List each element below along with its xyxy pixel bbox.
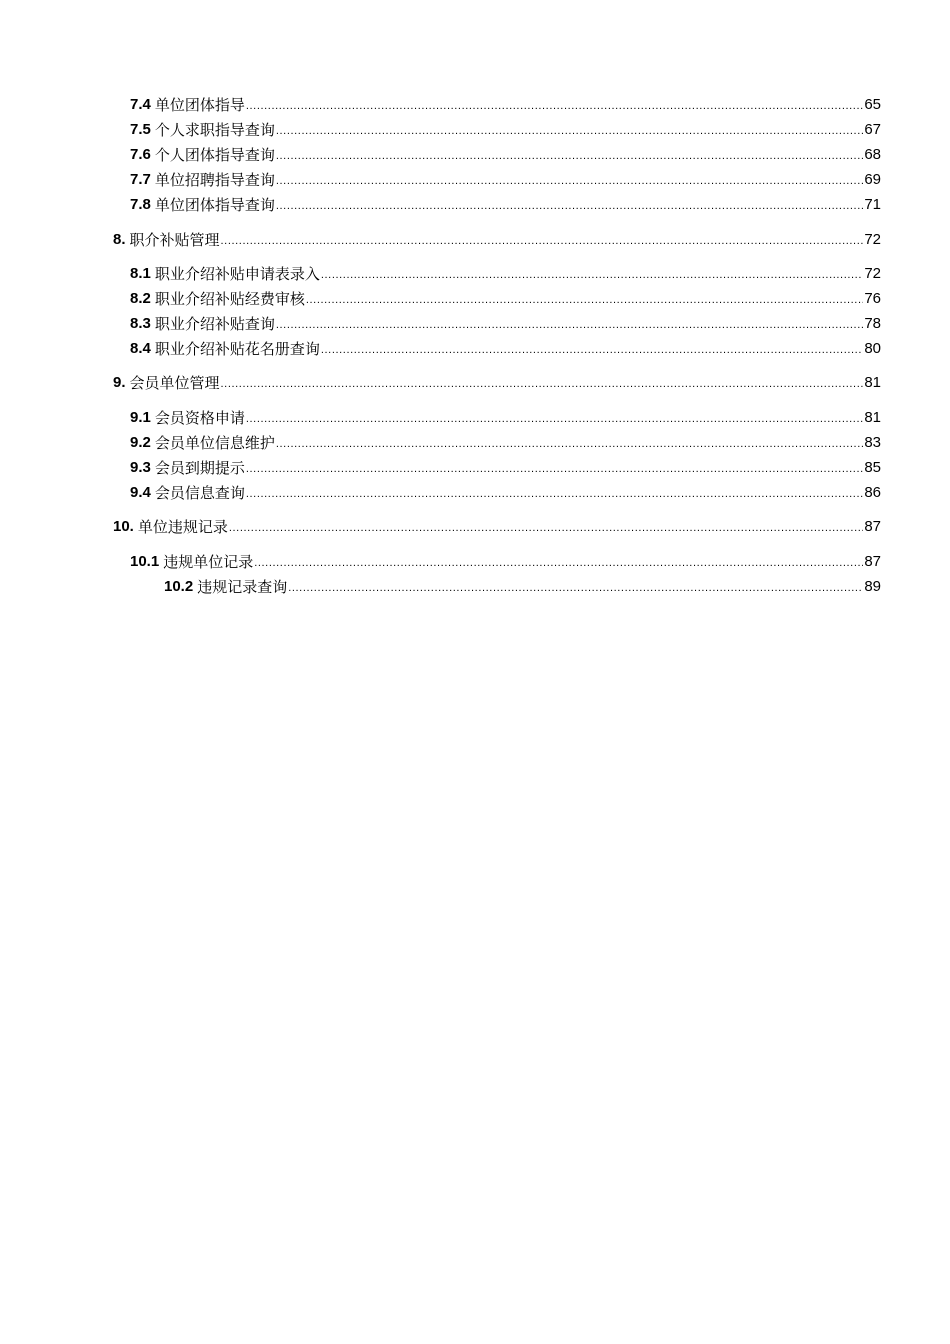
toc-entry[interactable] xyxy=(130,552,881,572)
toc-entry-title: 单位团体指导查询 xyxy=(154,196,275,214)
toc-entry-page: 78 xyxy=(864,315,881,332)
toc-entry[interactable] xyxy=(164,577,881,597)
toc-entry-title: 个人团体指导查询 xyxy=(154,146,275,164)
toc-entry-title: 会员到期提示 xyxy=(154,459,245,477)
toc-dot-leader xyxy=(246,458,863,478)
toc-entry-page: 85 xyxy=(864,459,881,476)
toc-entry-number: 8.4 xyxy=(130,340,151,357)
toc-entry-title: 会员单位管理 xyxy=(129,374,220,392)
toc-entry-number: 10.2 xyxy=(164,578,194,595)
toc-entry-number: 9.1 xyxy=(130,409,151,426)
toc-entry-number: 9.2 xyxy=(130,434,151,451)
toc-entry[interactable] xyxy=(130,145,881,165)
toc-dot-leader xyxy=(229,517,863,537)
toc-entry-page: 76 xyxy=(864,290,881,307)
toc-entry-number: 9.4 xyxy=(130,484,151,501)
toc-entry-title: 违规记录查询 xyxy=(197,578,288,596)
toc-entry-title: 单位团体指导 xyxy=(154,96,245,114)
toc-entry[interactable] xyxy=(130,264,881,284)
toc-entry-title: 职业介绍补贴申请表录入 xyxy=(154,265,320,283)
toc-entry-page: 86 xyxy=(864,484,881,501)
toc-entry-page: 87 xyxy=(864,553,881,570)
toc-entry-page: 83 xyxy=(864,434,881,451)
toc-section-entry[interactable] xyxy=(113,230,881,250)
toc-entry-title: 职业介绍补贴花名册查询 xyxy=(154,340,320,358)
toc-entry-title: 个人求职指导查询 xyxy=(154,121,275,139)
toc-entry-number: 10.1 xyxy=(130,553,160,570)
toc-dot-leader xyxy=(246,95,863,115)
toc-dot-leader xyxy=(221,230,864,250)
toc-entry-number: 7.8 xyxy=(130,196,151,213)
toc-entry[interactable] xyxy=(130,339,881,359)
toc-entry[interactable] xyxy=(130,433,881,453)
toc-dot-leader xyxy=(221,373,864,393)
toc-entry-page: 67 xyxy=(864,121,881,138)
toc-dot-leader xyxy=(246,408,863,428)
toc-entry-page: 81 xyxy=(864,409,881,426)
toc-entry-page: 87 xyxy=(864,518,881,535)
toc-entry[interactable] xyxy=(130,483,881,503)
toc-entry-number: 7.4 xyxy=(130,96,151,113)
toc-entry-page: 72 xyxy=(864,265,881,282)
toc-entry-number: 10. xyxy=(113,518,134,535)
toc-entry-title: 单位违规记录 xyxy=(137,518,228,536)
toc-entry-title: 违规单位记录 xyxy=(163,553,254,571)
toc-entry-number: 8.1 xyxy=(130,265,151,282)
toc-dot-leader xyxy=(276,170,863,190)
toc-entry-title: 会员信息查询 xyxy=(154,484,245,502)
toc-entry-page: 80 xyxy=(864,340,881,357)
toc-entry[interactable] xyxy=(130,289,881,309)
toc-entry-page: 71 xyxy=(864,196,881,213)
toc-section-entry[interactable] xyxy=(113,517,881,537)
toc-entry-page: 69 xyxy=(864,171,881,188)
toc-entry[interactable] xyxy=(130,120,881,140)
toc-entry-page: 65 xyxy=(864,96,881,113)
toc-entry-number: 8.2 xyxy=(130,290,151,307)
toc-entry-page: 89 xyxy=(864,578,881,595)
toc-entry[interactable] xyxy=(130,408,881,428)
toc-entry-number: 9.3 xyxy=(130,459,151,476)
toc-entry[interactable] xyxy=(130,458,881,478)
toc-dot-leader xyxy=(288,577,863,597)
toc-dot-leader xyxy=(321,264,863,284)
toc-entry-title: 职业介绍补贴查询 xyxy=(154,315,275,333)
toc-dot-leader xyxy=(254,552,863,572)
toc-entry-title: 职业介绍补贴经费审核 xyxy=(154,290,305,308)
toc-entry-page: 68 xyxy=(864,146,881,163)
toc-entry-number: 7.5 xyxy=(130,121,151,138)
toc-dot-leader xyxy=(306,289,863,309)
toc-entry[interactable] xyxy=(130,195,881,215)
toc-entry-title: 单位招聘指导查询 xyxy=(154,171,275,189)
toc-dot-leader xyxy=(276,314,863,334)
toc-entry-number: 9. xyxy=(113,374,126,391)
toc-entry[interactable] xyxy=(130,95,881,115)
toc-dot-leader xyxy=(276,195,863,215)
toc-entry-number: 7.6 xyxy=(130,146,151,163)
toc-entry-number: 8. xyxy=(113,231,126,248)
toc-entry-title: 职介补贴管理 xyxy=(129,231,220,249)
toc-entry-title: 会员单位信息维护 xyxy=(154,434,275,452)
toc-dot-leader xyxy=(276,120,863,140)
toc-entry-page: 72 xyxy=(864,231,881,248)
toc-dot-leader xyxy=(321,339,863,359)
toc-dot-leader xyxy=(276,145,863,165)
toc-entry-title: 会员资格申请 xyxy=(154,409,245,427)
toc-entry-number: 7.7 xyxy=(130,171,151,188)
toc-entry[interactable] xyxy=(130,170,881,190)
toc-entry-page: 81 xyxy=(864,374,881,391)
toc-entry[interactable] xyxy=(130,314,881,334)
toc-dot-leader xyxy=(276,433,863,453)
toc-section-entry[interactable] xyxy=(113,373,881,393)
toc-dot-leader xyxy=(246,483,863,503)
toc-entry-number: 8.3 xyxy=(130,315,151,332)
